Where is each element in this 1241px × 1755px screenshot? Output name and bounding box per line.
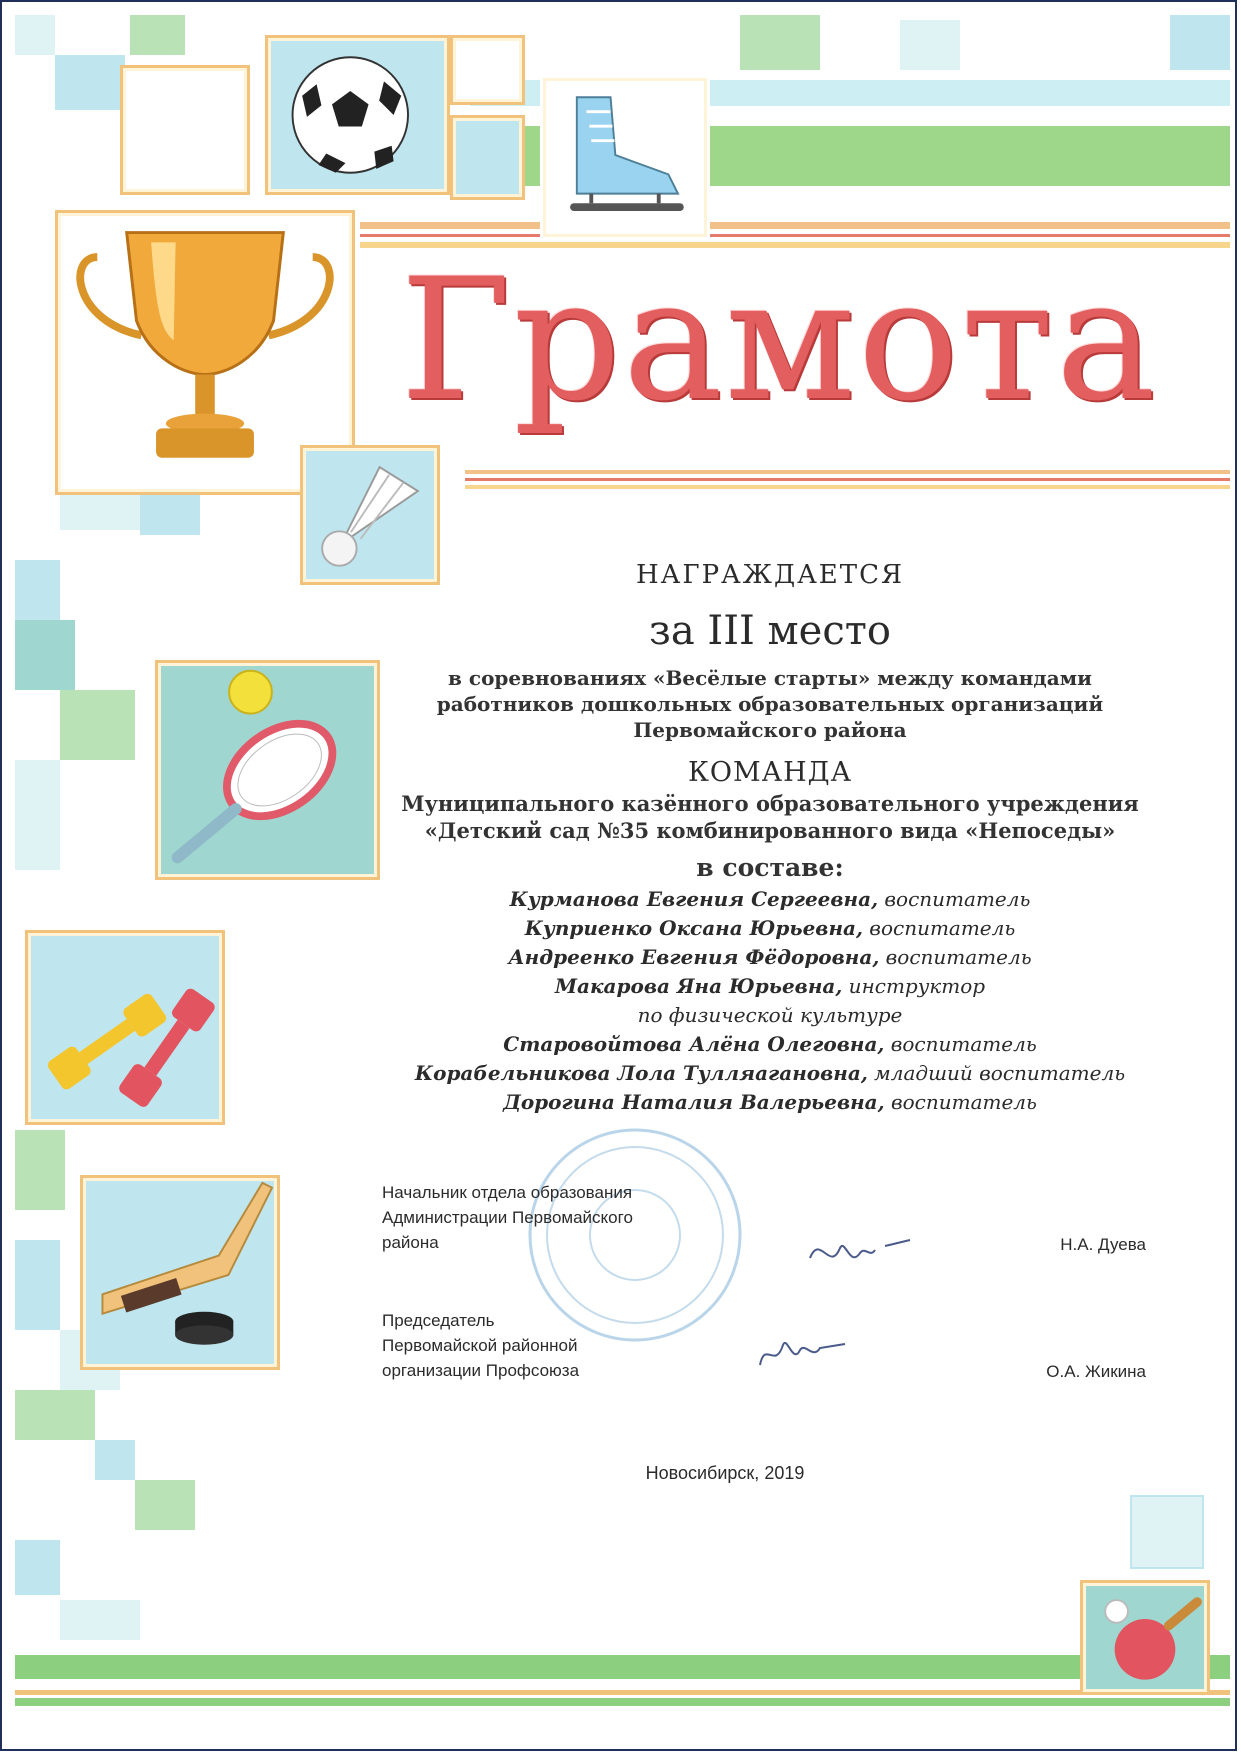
member-name: Андреенко Евгения Фёдоровна, [508,945,880,969]
blank-tile [450,35,525,105]
member-name: Куприенко Оксана Юрьевна, [524,916,863,940]
composition-heading: в составе: [696,853,844,882]
title-underline [465,470,1230,474]
deco-square [60,690,135,760]
member-name: Корабельникова Лола Тулляагановна, [414,1061,868,1085]
blank-tile [450,115,525,200]
member-entry [380,1001,1160,1030]
description-line: в соревнованиях «Весёлые старты» между командами [448,666,1092,690]
member-role: инструктор [842,974,986,998]
deco-square [740,15,820,70]
deco-square [55,55,125,110]
ice-skate-icon [543,78,707,237]
dumbbells-tile [25,930,225,1125]
place-text: за III место [649,608,891,654]
bottom-stripe [15,1698,1230,1706]
awarded-label: НАГРАЖДАЕТСЯ [635,560,905,590]
signatory-title [382,1308,712,1383]
competition-description [380,665,1160,743]
organization-line: Муниципального казённого образовательного учреждения [401,791,1139,816]
description-line: работников дошкольных образовательных организаций [436,692,1104,716]
deco-square [15,1240,60,1330]
team-organization [380,790,1160,844]
handwritten-signature [805,1228,915,1278]
soccer-ball-icon [268,38,447,192]
top-stripe [360,234,1230,237]
signatory-title-line: Администрации Первомайского [382,1208,633,1227]
deco-square [1130,1495,1204,1569]
member-name: Курманова Евгения Сергеевна, [509,887,879,911]
signatory-title-line: Начальник отдела образования [382,1183,633,1202]
signatory-title-line: организации Профсоюза [382,1361,580,1380]
member-entry [380,914,1160,943]
deco-square [15,1130,65,1210]
deco-square [15,15,55,55]
deco-square [135,1480,195,1530]
handwritten-signature [755,1330,855,1380]
deco-square [900,20,960,70]
signatory-name: Н.А. Дуева [1060,1235,1146,1254]
deco-square [60,1600,140,1640]
organization-line: «Детский сад №35 комбинированного вида «Непоседы» [424,818,1116,843]
deco-square [15,1540,60,1595]
ping-pong-tile [1080,1580,1210,1695]
member-entry [380,1059,1160,1088]
signatory-title-line: Председатель [382,1311,495,1330]
title-underline [465,485,1230,489]
member-role: младший воспитатель [867,1061,1126,1085]
blank-tile [120,65,250,195]
signatory-name: О.А. Жикина [1046,1362,1146,1381]
deco-square [15,560,60,620]
deco-square [15,1390,95,1440]
signatory-title-line: района [382,1233,439,1252]
member-entry [380,1030,1160,1059]
tennis-tile [155,660,380,880]
member-entry [380,972,1160,1001]
certificate-title: Грамота [400,242,1158,438]
member-name: Старовойтова Алёна Олеговна, [503,1032,885,1056]
deco-square [1170,15,1230,70]
member-role: воспитатель [884,1032,1037,1056]
tennis-racket-icon [158,663,377,877]
bottom-stripe [15,1690,1230,1695]
member-list [380,885,1160,1117]
deco-square [15,620,75,690]
title-underline [465,478,1230,481]
member-role: воспитатель [884,1090,1037,1114]
top-stripe [360,222,1230,229]
description-line: Первомайского района [633,718,907,742]
skate-tile [540,75,710,240]
member-name: Дорогина Наталия Валерьевна, [503,1090,885,1114]
bottom-band-green [15,1655,1230,1679]
member-entry [380,885,1160,914]
team-heading: КОМАНДА [687,757,853,788]
deco-square [15,760,60,870]
member-role: воспитатель [878,887,1031,911]
signatory-title-line: Первомайской районной [382,1336,578,1355]
member-role: воспитатель [879,945,1032,969]
member-name: Макарова Яна Юрьевна, [554,974,843,998]
member-entry [380,943,1160,972]
dumbbells-icon [28,933,222,1122]
deco-square [130,15,185,55]
city-year: Новосибирск, 2019 [645,1463,805,1483]
member-role: по физической культуре [637,1003,903,1027]
soccer-tile [265,35,450,195]
signatory-title [382,1180,712,1255]
deco-square [95,1440,135,1480]
hockey-stick-icon [83,1178,277,1367]
ping-pong-icon [1083,1583,1207,1692]
hockey-tile [80,1175,280,1370]
member-entry [380,1088,1160,1117]
member-role: воспитатель [862,916,1016,940]
